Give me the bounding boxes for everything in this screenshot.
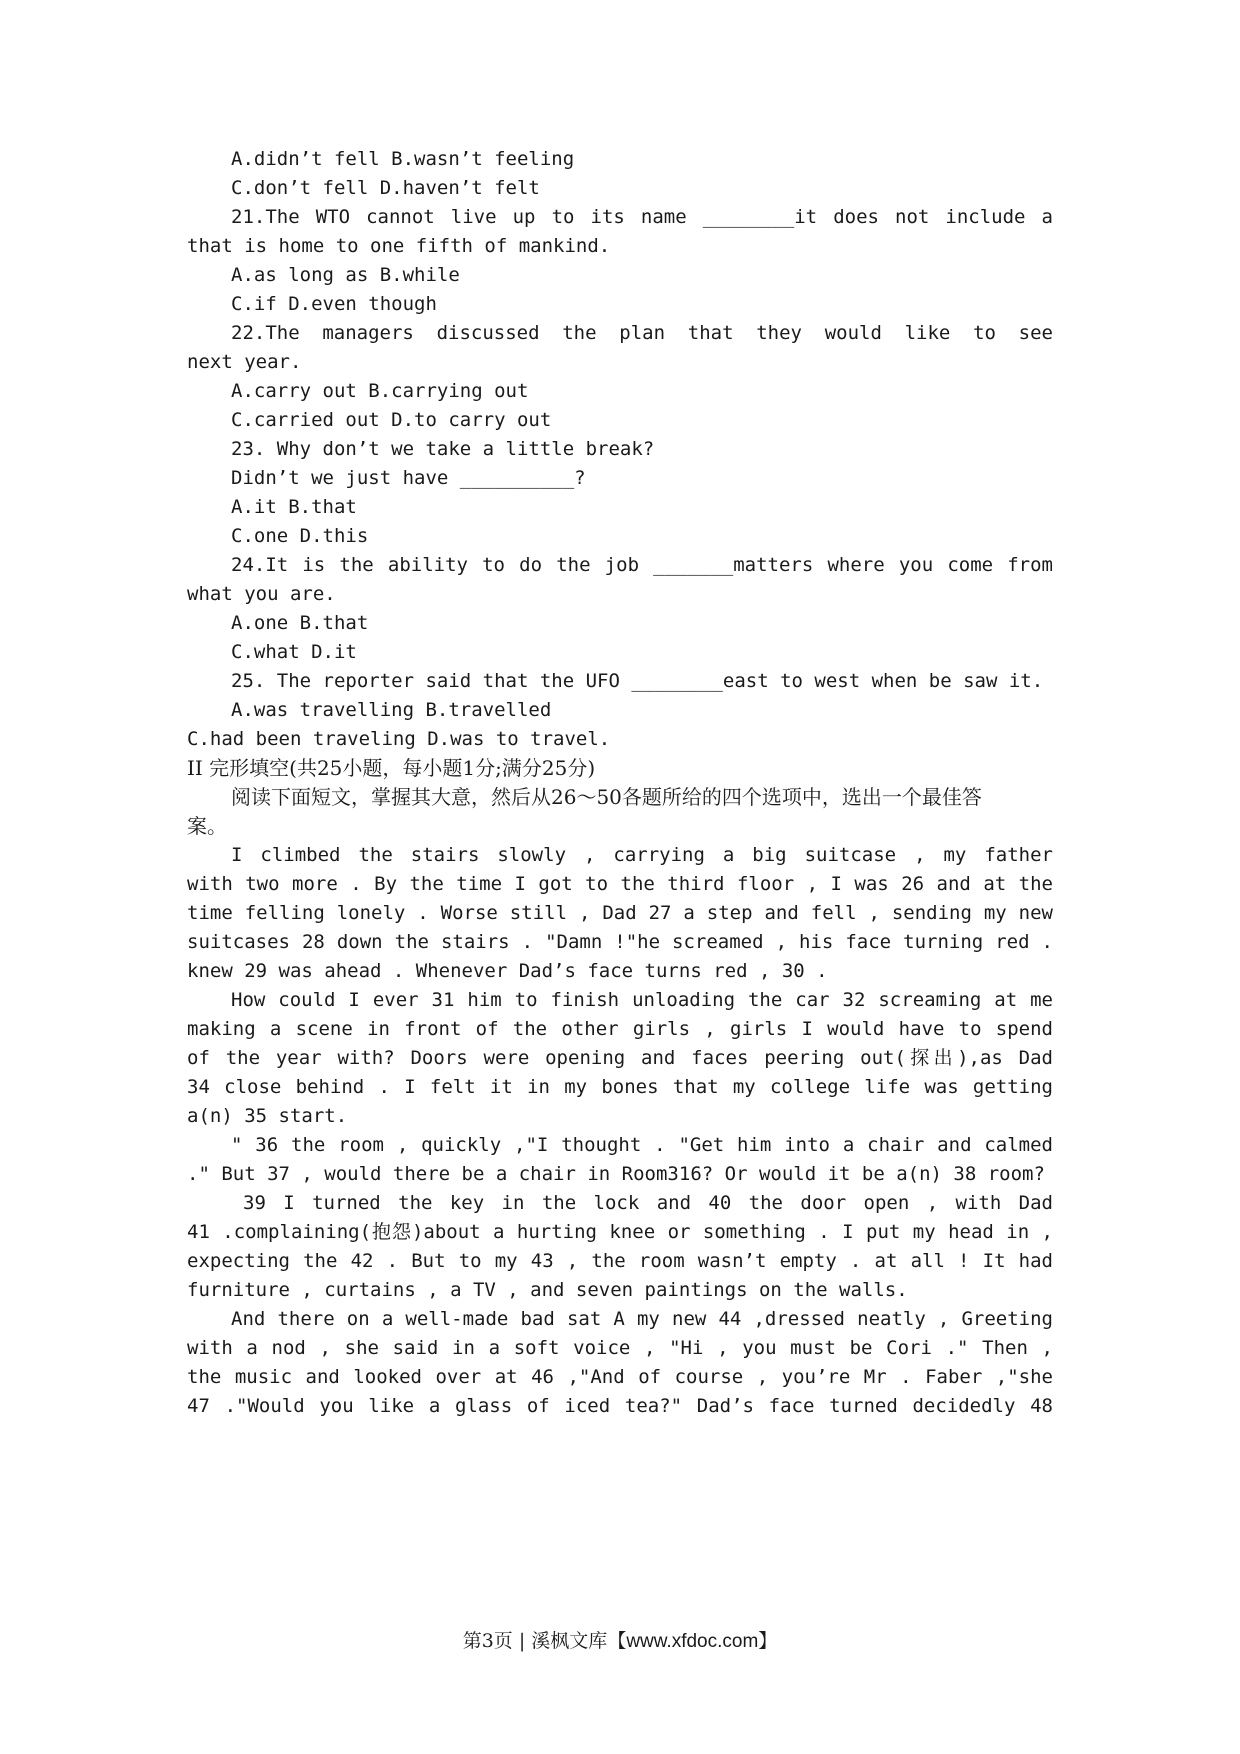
text-line: 39 I turned the key in the lock and 40 the door open , with Dad [243,1192,1053,1214]
text-line: 23. Why don’t we take a little break? [231,438,655,460]
text-line: of the year with? Doors were opening and faces peering out(探出),as Dad [187,1047,1053,1069]
text-line: I climbed the stairs slowly , carrying a big suitcase , my father [231,844,1053,866]
text-line: A.it B.that [231,496,357,518]
library-name: 溪枫文库 [531,1630,608,1652]
text-line: A.didn’t fell B.wasn’t feeling [231,148,575,170]
text-line: expecting the 42 . But to my 43 , the room wasn’t empty . at all ! It had [187,1250,1053,1272]
text-line: And there on a well-made bad sat A my new 44 ,dressed neatly , Greeting [231,1308,1053,1330]
text-line: C.one D.this [231,525,369,547]
text-line: making a scene in front of the other girls , girls I would have to spend [187,1018,1053,1040]
text-line: 案。 [187,814,227,838]
text-line: ." But 37 , would there be a chair in Room316? Or would it be a(n) 38 room? [187,1163,1045,1185]
text-line: " 36 the room , quickly ,"I thought . "Get him into a chair and calmed [231,1134,1053,1156]
text-line: a(n) 35 start. [187,1105,348,1127]
text-line: A.one B.that [231,612,369,634]
text-line: A.carry out B.carrying out [231,380,529,402]
text-line: with two more . By the time I got to the third floor , I was 26 and at the [187,873,1053,895]
text-line: Didn’t we just have __________? [231,467,586,489]
text-line: with a nod , she said in a soft voice , "Hi , you must be Cori ." Then , [187,1337,1053,1359]
text-line: A.was travelling B.travelled [231,699,552,721]
text-line: that is home to one fifth of mankind. [187,235,611,257]
text-line: 25. The reporter said that the UFO ________east to west when be saw it. [231,670,1044,692]
section-heading: II 完形填空(共25小题，每小题1分;满分25分) [187,756,596,780]
text-line: suitcases 28 down the stairs . "Damn !"he screamed , his face turning red . [187,931,1053,953]
text-line: C.don’t fell D.haven’t felt [231,177,540,199]
text-line: A.as long as B.while [231,264,460,286]
page-number: 第3页 [462,1630,513,1652]
text-line: what you are. [187,583,336,605]
text-line: 41 .complaining(抱怨)about a hurting knee or something . I put my head in , [187,1221,1053,1243]
text-line: time felling lonely . Worse still , Dad 27 a step and fell , sending my new [187,902,1053,924]
text-line: 47 ."Would you like a glass of iced tea?" Dad’s face turned decidedly 48 [187,1395,1053,1417]
text-line: 21.The WTO cannot live up to its name ________it does not include a [231,206,1053,228]
text-line: C.had been traveling D.was to travel. [187,728,611,750]
text-line: 34 close behind . I felt it in my bones that my college life was getting [187,1076,1053,1098]
text-line: knew 29 was ahead . Whenever Dad’s face turns red , 30 . [187,960,828,982]
text-line: next year. [187,351,302,373]
text-line: C.if D.even though [231,293,437,315]
text-line: 24.It is the ability to do the job _______matters where you come from [231,554,1053,576]
footer-separator: | [518,1630,526,1652]
text-line: How could I ever 31 him to finish unloading the car 32 screaming at me [231,989,1053,1011]
page-footer [0,1628,1240,1655]
text-line: 阅读下面短文，掌握其大意，然后从26～50各题所给的四个选项中，选出一个最佳答 [231,785,982,809]
text-line: furniture , curtains , a TV , and seven paintings on the walls. [187,1279,908,1301]
text-line: C.what D.it [231,641,357,663]
text-line: the music and looked over at 46 ,"And of course , you’re Mr . Faber ,"she [187,1366,1053,1388]
text-line: C.carried out D.to carry out [231,409,552,431]
text-line: 22.The managers discussed the plan that they would like to see [231,322,1053,344]
site-link[interactable]: 【www.xfdoc.com】 [607,1631,778,1652]
